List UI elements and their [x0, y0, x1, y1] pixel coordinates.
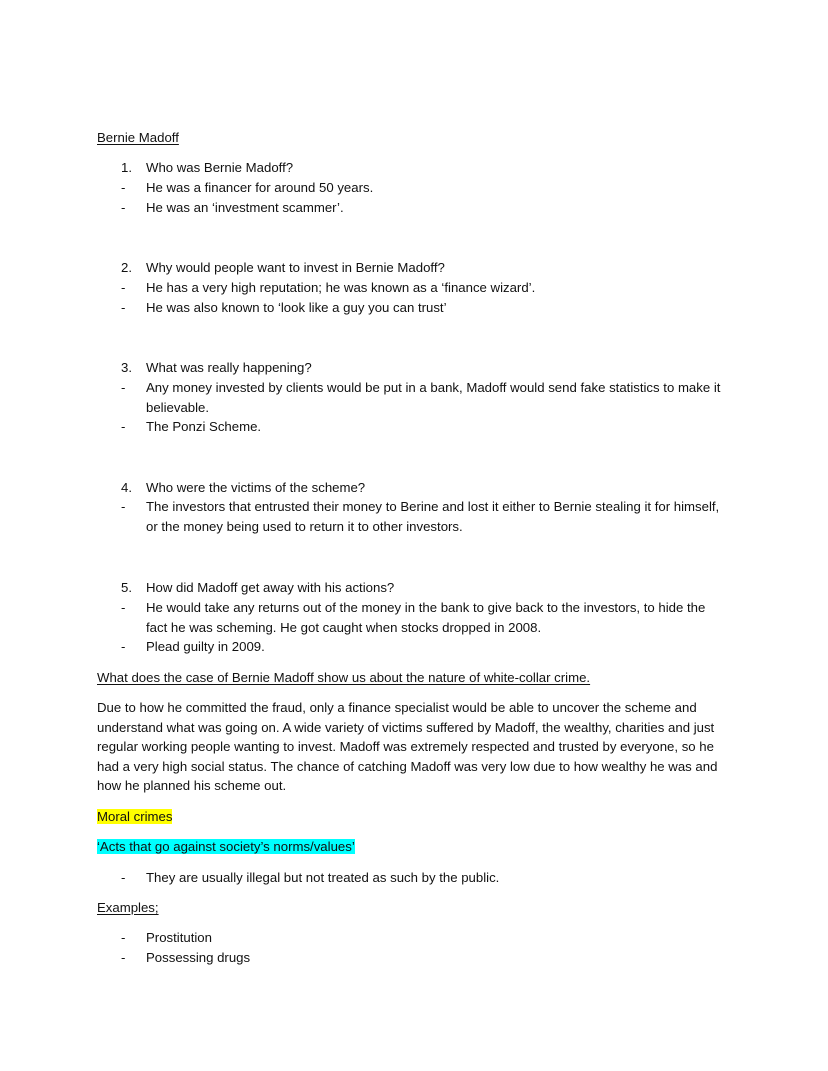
bullet-dash: -: [121, 280, 126, 295]
question-number: 3.: [121, 360, 132, 375]
question-text: Who were the victims of the scheme?: [146, 480, 366, 495]
bullet-text: The Ponzi Scheme.: [146, 419, 262, 434]
question-text: How did Madoff get away with his actions?: [146, 580, 395, 595]
moral-crimes-highlight: Moral crimes: [97, 809, 173, 824]
analysis-paragraph: Due to how he committed the fraud, only a finance specialist would be able to uncover the scheme and understand what was going on. A wide variety of victims suffered by Madoff, the wealthy, charities and just regular working people wanting to invest. Madoff was extremely respected and trusted by everyone, so he had a very high social status. The chance of catching Madoff was very low due to how wealthy he was and how he planned his scheme out.: [97, 700, 718, 793]
bullet-dash: -: [121, 380, 126, 395]
bullet-dash: -: [121, 180, 126, 195]
bullet-text: Any money invested by clients would be put in a bank, Madoff would send fake statistics to make it believable.: [146, 380, 721, 415]
question-number: 5.: [121, 580, 132, 595]
bullet-text: He has a very high reputation; he was known as a ‘finance wizard’.: [146, 280, 536, 295]
definition-line: [97, 837, 355, 857]
bullet-text: He was also known to ‘look like a guy you can trust’: [146, 300, 447, 315]
question-text: Who was Bernie Madoff?: [146, 160, 294, 175]
example-item: Prostitution: [146, 930, 212, 945]
bullet-dash: -: [121, 419, 126, 434]
bullet-dash: -: [121, 200, 126, 215]
bullet-dash: -: [121, 930, 126, 945]
bullet-text: He would take any returns out of the money in the bank to give back to the investors, to hide the fact he was scheming. He got caught when stocks dropped in 2008.: [146, 600, 706, 635]
examples-heading: Examples;: [97, 900, 159, 915]
bullet-dash: -: [121, 870, 126, 885]
bullet-text: Plead guilty in 2009.: [146, 639, 265, 654]
bullet-dash: -: [121, 499, 126, 514]
bullet-text: He was an ‘investment scammer’.: [146, 200, 344, 215]
moral-bullet-text: They are usually illegal but not treated as such by the public.: [146, 870, 500, 885]
bullet-text: The investors that entrusted their money to Berine and lost it either to Bernie stealing it for himself, or the money being used to return it to other investors.: [146, 499, 720, 534]
question-number: 4.: [121, 480, 132, 495]
bullet-dash: -: [121, 600, 126, 615]
question-number: 1.: [121, 160, 132, 175]
bullet-text: He was a financer for around 50 years.: [146, 180, 374, 195]
bullet-dash: -: [121, 950, 126, 965]
question-number: 2.: [121, 260, 132, 275]
moral-crimes-heading: [97, 807, 172, 827]
section-heading: What does the case of Bernie Madoff show us about the nature of white-collar crime.: [97, 670, 591, 685]
bullet-dash: -: [121, 300, 126, 315]
example-item: Possessing drugs: [146, 950, 251, 965]
bullet-dash: -: [121, 639, 126, 654]
document-title: Bernie Madoff: [97, 130, 179, 145]
question-text: What was really happening?: [146, 360, 312, 375]
definition-highlight: ‘Acts that go against society’s norms/values’: [97, 839, 355, 854]
question-text: Why would people want to invest in Bernie Madoff?: [146, 260, 445, 275]
